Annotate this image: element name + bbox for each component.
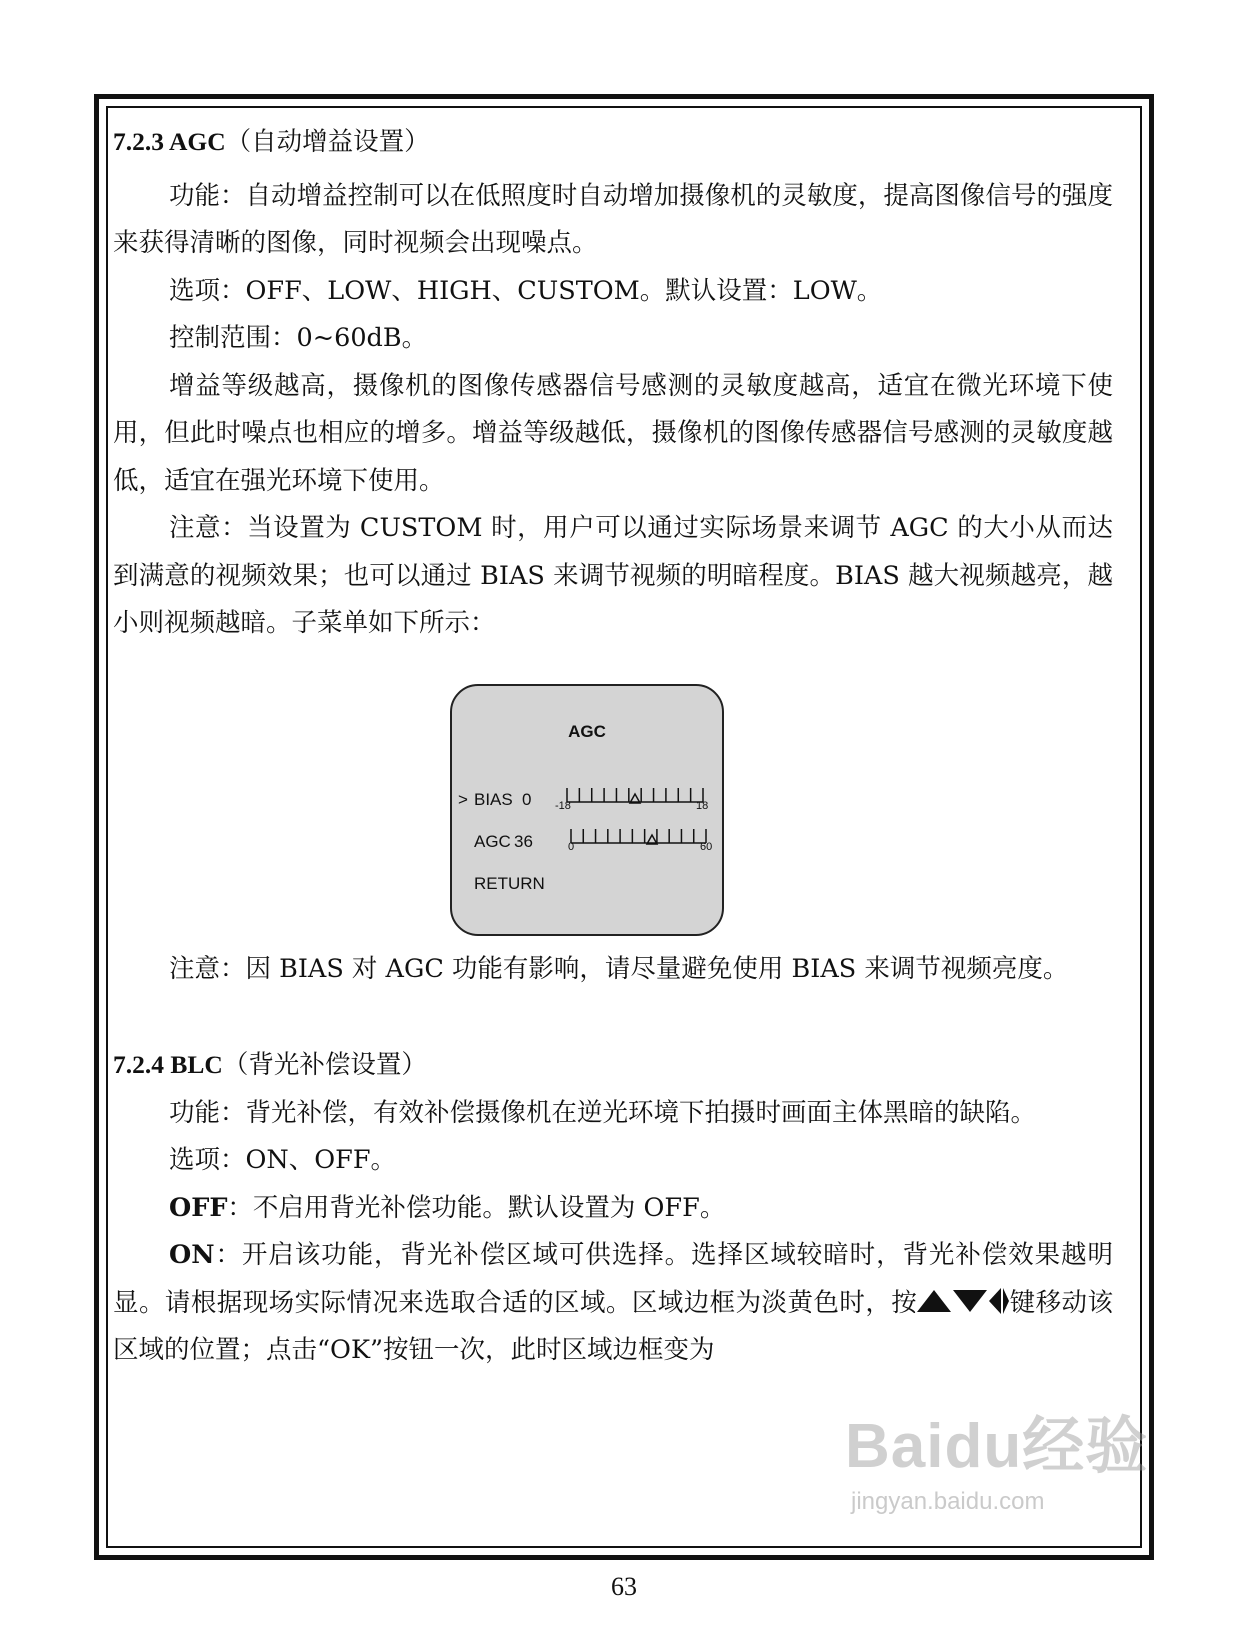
watermark-url: jingyan.baidu.com <box>851 1488 1045 1515</box>
osd-title: AGC <box>568 721 606 741</box>
agc-description-paragraph: 增益等级越高，摄像机的图像传感器信号感测的灵敏度越高，适宜在微光环境下使用，但此时噪点也相应的增多。增益等级越低，摄像机的图像传感器信号感测的灵敏度越低，适宜在强光环境下使用。 <box>113 370 1113 496</box>
osd-cursor: > <box>458 789 468 809</box>
blc-on-paragraph: ON：开启该功能，背光补偿区域可供选择。选择区域较暗时，背光补偿效果越明显。请根据现场实际情况来选取合适的区域。区域边框为淡黄色时，按 键移动该区域的位置；点击“OK”按钮一次，此时区域边框变为 <box>113 1240 1113 1365</box>
agc-note-paragraph: 注意：当设置为 CUSTOM 时，用户可以通过实际场景来调节 AGC 的大小从而达到满意的视频效果；也可以通过 BIAS 来调节视频的明暗程度。BIAS 越大视频越亮，越小则视频越暗。子菜单如下所示： <box>113 513 1113 638</box>
agc-osd-menu <box>450 684 724 936</box>
osd-bias-value: 0 <box>522 789 532 809</box>
osd-agc-label[interactable]: AGC <box>474 831 511 851</box>
bias-scale-max-label: 18 <box>696 799 709 812</box>
osd-agc-value: 36 <box>514 831 533 851</box>
page-number: 63 <box>611 1572 637 1601</box>
blc-off-paragraph: OFF：不启用背光补偿功能。默认设置为 OFF。 <box>169 1192 726 1223</box>
section-heading-blc: 7.2.4 BLC（背光补偿设置） <box>113 1050 427 1080</box>
osd-bias-label[interactable]: BIAS <box>474 789 513 809</box>
bias-scale-min-label: -18 <box>555 799 571 812</box>
watermark-logo: Baidu经验 <box>845 1412 1149 1481</box>
blc-function-paragraph: 功能：背光补偿，有效补偿摄像机在逆光环境下拍摄时画面主体黑暗的缺陷。 <box>169 1097 1037 1128</box>
agc-options-paragraph: 选项：OFF、LOW、HIGH、CUSTOM。默认设置：LOW。 <box>169 275 883 306</box>
bias-scale <box>567 788 703 803</box>
blc-options-paragraph: 选项：ON、OFF。 <box>169 1145 397 1175</box>
agc-scale-min-label: 0 <box>568 840 575 853</box>
osd-figure <box>113 648 1113 946</box>
agc-bias-note-paragraph: 注意：因 BIAS 对 AGC 功能有影响，请尽量避免使用 BIAS 来调节视频亮度。 <box>169 953 1069 984</box>
direction-arrows-icon <box>917 1286 1009 1314</box>
agc-range-paragraph: 控制范围：0~60dB。 <box>169 323 428 353</box>
osd-return-item[interactable]: RETURN <box>474 873 545 893</box>
osd-scales <box>452 686 722 934</box>
page-content <box>113 118 1113 1375</box>
section-heading-agc: 7.2.3 AGC（自动增益设置） <box>113 127 430 157</box>
agc-scale <box>571 829 706 844</box>
agc-scale-max-label: 60 <box>700 840 713 853</box>
agc-function-paragraph: 功能：自动增益控制可以在低照度时自动增加摄像机的灵敏度，提高图像信号的强度来获得清晰的图像，同时视频会出现噪点。 <box>113 180 1113 258</box>
watermark <box>845 1412 1149 1532</box>
